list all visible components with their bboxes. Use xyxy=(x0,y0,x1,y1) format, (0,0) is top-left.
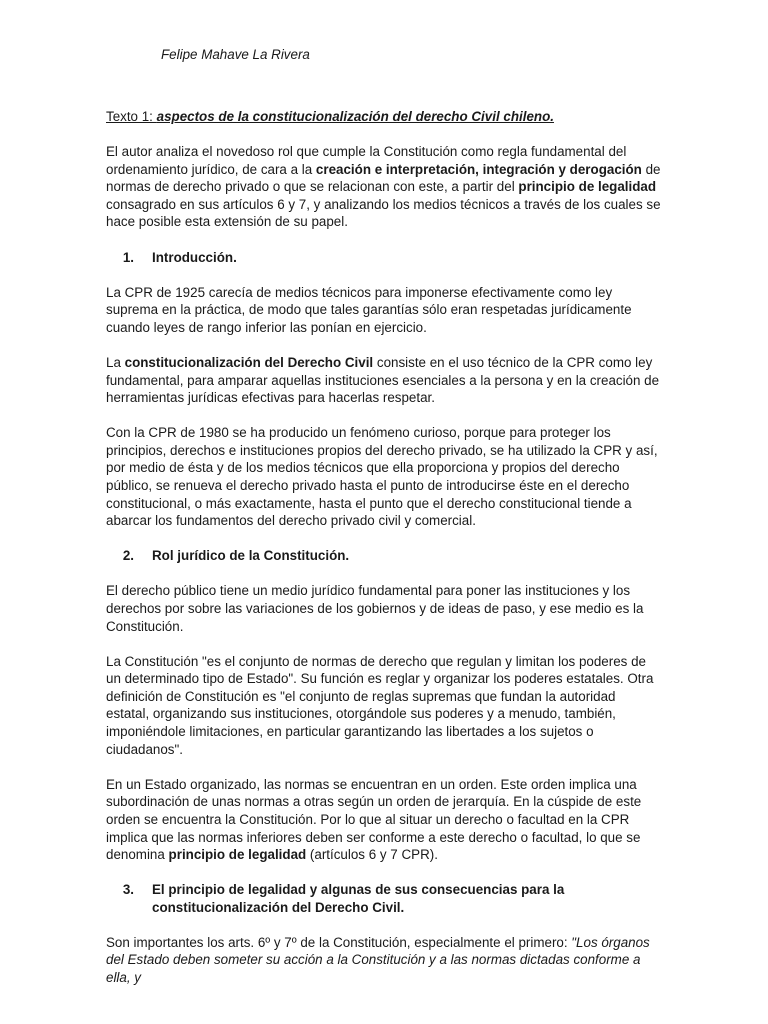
paragraph-text: En un Estado organizado, las normas se encuentran en un orden. Este orden implica una subordinación de unas normas a otras según un orden de jerarquía. En la cúspide de este orden se encuentra la Constitución. Por lo que al situar un derecho o facultad en la CPR implica que las normas inferiores deben ser conforme a este derecho o facultad, lo que se denomina xyxy=(106,776,642,863)
section-heading-3 xyxy=(106,881,662,916)
paragraph-text: (artículos 6 y 7 CPR). xyxy=(306,847,438,863)
intro-bold-1: creación e interpretación, integración y derogación xyxy=(315,161,642,177)
section-2-paragraph-1: El derecho público tiene un medio jurídico fundamental para poner las instituciones y los derechos por sobre las variaciones de los gobiernos y de ideas de paso, y ese medio es la Constitución. xyxy=(106,583,644,634)
section-1-paragraph-2 xyxy=(106,354,662,407)
section-number: 2. xyxy=(122,548,134,564)
section-3-paragraph-1 xyxy=(106,934,662,987)
intro-text-2: de normas de derecho privado o que se relacionan con este, a partir del xyxy=(106,161,661,195)
title-text: aspectos de la constitucionalización del derecho Civil chileno. xyxy=(156,109,554,124)
section-number: 3. xyxy=(122,882,134,898)
document-body xyxy=(106,108,662,1004)
paragraph-bold: constitucionalización del Derecho Civil xyxy=(124,354,374,370)
author-name: Felipe Mahave La Rivera xyxy=(161,47,310,62)
paragraph-text: Son importantes los arts. 6º y 7º de la Constitución, especialmente el primero: xyxy=(106,934,572,950)
section-title: Introducción. xyxy=(152,249,237,265)
title-prefix: Texto 1: xyxy=(106,109,157,124)
section-heading-1 xyxy=(106,249,662,267)
section-heading-2 xyxy=(106,547,662,565)
section-title: Rol jurídico de la Constitución. xyxy=(152,548,350,564)
section-number: 1. xyxy=(122,249,134,265)
section-2-paragraph-2: La Constitución "es el conjunto de normas de derecho que regulan y limitan los poderes de un determinado tipo de Estado". Su función es reglar y organizar los poderes estatales. Otra definición de Constitución es "el conjunto de reglas supremas que fundan la autoridad estatal, organizando sus instituciones, otorgándole sus poderes y a menudo, también, imponiéndole limitaciones, en particular garantizando las libertades a los sujetos o ciudadanos". xyxy=(106,653,654,757)
section-1-paragraph-3: Con la CPR de 1980 se ha producido un fenómeno curioso, porque para proteger los principios, derechos e instituciones propios del derecho privado, se ha utilizado la CPR y así, por medio de ésta y de los medios técnicos que ella proporciona y propios del derecho público, se renueva el derecho privado hasta el punto de introducirse éste en el derecho constitucional, o más exactamente, hasta el punto que el derecho constitucional tiende a abarcar los fundamentos del derecho privado civil y comercial. xyxy=(106,425,658,529)
section-title: El principio de legalidad y algunas de sus consecuencias para la constitucionalización del Derecho Civil. xyxy=(152,882,565,915)
intro-text-1: El autor analiza el novedoso rol que cumple la Constitución como regla fundamental del ordenamiento jurídico, de cara a la xyxy=(106,144,627,177)
paragraph-quote: "Los órganos del Estado deben someter su acción a la Constitución y a las normas dictadas conforme a ella, y xyxy=(106,934,650,986)
intro-paragraph xyxy=(106,143,662,231)
paragraph-bold: principio de legalidad xyxy=(168,847,307,863)
intro-bold-2: principio de legalidad xyxy=(518,179,657,195)
paragraph-text: consiste en el uso técnico de la CPR como ley fundamental, para amparar aquellas instituciones esenciales a la persona y en la creación de herramientas jurídicas efectivas para hacerlas respetar. xyxy=(106,354,660,406)
section-1-paragraph-1: La CPR de 1925 carecía de medios técnicos para imponerse efectivamente como ley suprema en la práctica, de modo que tales garantías sólo eran respetadas jurídicamente cuando leyes de rango inferior las ponían en ejercicio. xyxy=(106,284,632,335)
section-2-paragraph-3 xyxy=(106,776,662,864)
document-title xyxy=(106,108,662,126)
intro-text-3: consagrado en sus artículos 6 y 7, y analizando los medios técnicos a través de los cuales se hace posible esta extensión de su papel. xyxy=(106,196,661,230)
paragraph-text: La xyxy=(106,354,125,370)
